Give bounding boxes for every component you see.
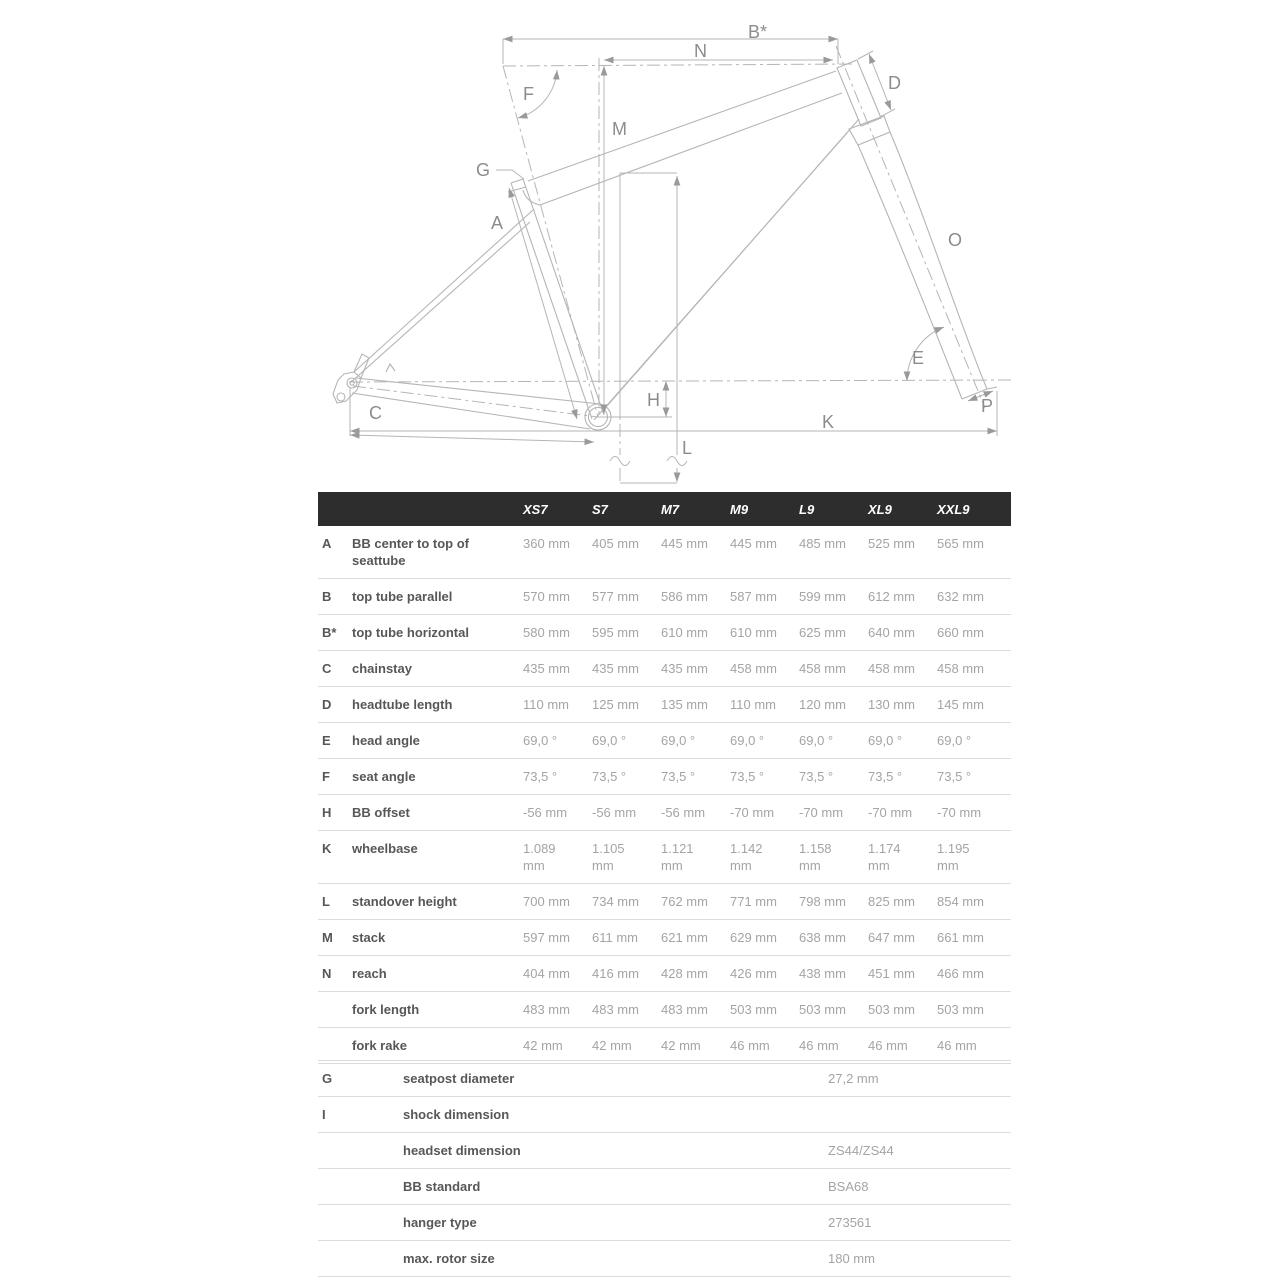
row-value: 145 mm <box>937 697 984 712</box>
row-value: 42 mm <box>523 1038 563 1053</box>
row-value: 466 mm <box>937 966 984 981</box>
row-value: 503 mm <box>868 1002 915 1017</box>
label-chainstay: C <box>369 403 382 423</box>
row-value: 483 mm <box>592 1002 639 1017</box>
row-value: 405 mm <box>592 536 639 551</box>
row-letter: A <box>322 536 332 551</box>
row-value: 625 mm <box>799 625 846 640</box>
row-value: 660 mm <box>937 625 984 640</box>
row-name: chainstay <box>352 661 412 676</box>
table-row <box>318 723 1011 759</box>
row-value: 1.105 mm <box>592 841 625 873</box>
bike-frame-outline <box>333 60 997 430</box>
row-letter: B* <box>322 625 337 640</box>
row-letter <box>318 1001 352 1018</box>
spec-value: ZS44/ZS44 <box>828 1143 894 1158</box>
row-value: 69,0 ° <box>868 733 903 748</box>
row-value: 69,0 ° <box>937 733 972 748</box>
row-value: -56 mm <box>661 805 706 820</box>
table-row <box>318 831 1011 884</box>
size-header-cell: M9 <box>730 501 749 517</box>
row-value: 458 mm <box>937 661 984 676</box>
row-value: 360 mm <box>523 536 570 551</box>
row-value: 42 mm <box>592 1038 632 1053</box>
table-row <box>318 526 1011 579</box>
row-name: top tube horizontal <box>352 625 469 640</box>
row-value: 525 mm <box>868 536 915 551</box>
table-row <box>318 579 1011 615</box>
geometry-rows <box>318 526 1011 1064</box>
label-top-tube-horizontal: B* <box>748 22 768 42</box>
row-value: 130 mm <box>868 697 915 712</box>
spec-value: 27,2 mm <box>828 1071 879 1086</box>
row-value: 621 mm <box>661 930 708 945</box>
row-value: 73,5 ° <box>937 769 972 784</box>
label-seat-angle: F <box>523 84 534 104</box>
row-value: 110 mm <box>523 697 569 712</box>
row-value: 638 mm <box>799 930 846 945</box>
spec-row <box>318 1133 1011 1169</box>
row-value: 73,5 ° <box>730 769 765 784</box>
table-row <box>318 615 1011 651</box>
row-name: standover height <box>352 894 457 909</box>
row-value: 73,5 ° <box>868 769 903 784</box>
dimension-labels <box>369 22 993 458</box>
spec-letter <box>318 1250 403 1267</box>
spec-rows <box>318 1061 1011 1277</box>
row-value: 611 mm <box>592 930 638 945</box>
spec-name: hanger type <box>403 1215 477 1230</box>
row-value: 445 mm <box>661 536 708 551</box>
row-value: 42 mm <box>661 1038 701 1053</box>
spec-row <box>318 1097 1011 1133</box>
spec-name: shock dimension <box>403 1107 510 1122</box>
row-value: 798 mm <box>799 894 846 909</box>
row-value: -70 mm <box>799 805 844 820</box>
row-value: 120 mm <box>799 697 846 712</box>
row-value: 445 mm <box>730 536 777 551</box>
spec-letter: G <box>322 1071 333 1086</box>
spec-name: max. rotor size <box>403 1251 495 1266</box>
row-value: 69,0 ° <box>523 733 558 748</box>
row-value: 458 mm <box>730 661 777 676</box>
row-letter: B <box>322 589 332 604</box>
spec-row <box>318 1241 1011 1277</box>
label-wheelbase: K <box>822 412 835 432</box>
row-value: 435 mm <box>523 661 570 676</box>
row-value: 73,5 ° <box>592 769 627 784</box>
row-value: 1.089 mm <box>523 841 556 873</box>
row-value: -70 mm <box>730 805 775 820</box>
table-row <box>318 920 1011 956</box>
table-row <box>318 687 1011 723</box>
spec-row <box>318 1061 1011 1097</box>
row-letter <box>318 1037 352 1054</box>
row-value: 1.142 mm <box>730 841 763 873</box>
row-letter: D <box>322 697 332 712</box>
row-value: 69,0 ° <box>592 733 627 748</box>
row-value: 73,5 ° <box>523 769 558 784</box>
dimension-lines <box>350 39 997 483</box>
frame-geometry-diagram <box>0 0 1274 492</box>
row-value: 597 mm <box>523 930 570 945</box>
row-value: 854 mm <box>937 894 984 909</box>
row-value: 610 mm <box>661 625 708 640</box>
row-value: 629 mm <box>730 930 777 945</box>
label-seattube: A <box>491 213 504 233</box>
spec-name: BB standard <box>403 1179 481 1194</box>
spec-name: seatpost diameter <box>403 1071 515 1086</box>
row-value: 1.158 mm <box>799 841 832 873</box>
row-value: 595 mm <box>592 625 639 640</box>
spec-letter <box>318 1142 403 1159</box>
row-name: BB offset <box>352 805 410 820</box>
size-header-row <box>318 492 1011 526</box>
row-value: 580 mm <box>523 625 570 640</box>
label-stack: M <box>612 119 627 139</box>
row-letter: N <box>322 966 332 981</box>
row-value: 73,5 ° <box>799 769 834 784</box>
label-reach: N <box>694 41 707 61</box>
label-seatpost: G <box>476 160 491 180</box>
row-value: -56 mm <box>592 805 637 820</box>
table-row <box>318 795 1011 831</box>
frame-drawing-svg <box>0 0 1274 492</box>
row-value: 69,0 ° <box>730 733 765 748</box>
spec-row <box>318 1169 1011 1205</box>
label-bb-offset: H <box>647 390 660 410</box>
spec-value: 180 mm <box>828 1251 875 1266</box>
label-headtube: D <box>888 73 901 93</box>
spec-table <box>318 1060 1011 1277</box>
row-name: top tube parallel <box>352 589 453 604</box>
row-value: 762 mm <box>661 894 708 909</box>
row-value: 135 mm <box>661 697 708 712</box>
construction-lines <box>350 46 1012 483</box>
row-value: 661 mm <box>937 930 984 945</box>
row-value: 69,0 ° <box>661 733 696 748</box>
row-value: 586 mm <box>661 589 708 604</box>
row-value: 426 mm <box>730 966 777 981</box>
row-value: 46 mm <box>730 1038 770 1053</box>
size-header-cell: XL9 <box>868 501 892 517</box>
row-value: 825 mm <box>868 894 915 909</box>
size-header-cell: M7 <box>661 501 680 517</box>
row-value: 570 mm <box>523 589 570 604</box>
table-row <box>318 759 1011 795</box>
table-row <box>318 651 1011 687</box>
row-value: 587 mm <box>730 589 777 604</box>
label-fork: O <box>948 230 963 250</box>
row-value: 416 mm <box>592 966 639 981</box>
table-row <box>318 1028 1011 1064</box>
row-value: 503 mm <box>937 1002 984 1017</box>
row-value: 46 mm <box>868 1038 908 1053</box>
row-value: 612 mm <box>868 589 915 604</box>
row-name: stack <box>352 930 386 945</box>
row-value: 404 mm <box>523 966 570 981</box>
row-value: 771 mm <box>730 894 777 909</box>
row-value: 125 mm <box>592 697 639 712</box>
row-value: 485 mm <box>799 536 846 551</box>
row-value: 647 mm <box>868 930 915 945</box>
row-value: 1.195 mm <box>937 841 970 873</box>
row-value: 577 mm <box>592 589 639 604</box>
label-standover: L <box>682 438 693 458</box>
row-value: 451 mm <box>868 966 915 981</box>
size-header-cell: XS7 <box>523 501 548 517</box>
row-value: 46 mm <box>937 1038 977 1053</box>
spec-value: BSA68 <box>828 1179 869 1194</box>
spec-row <box>318 1205 1011 1241</box>
row-value: 110 mm <box>730 697 776 712</box>
row-value: 734 mm <box>592 894 639 909</box>
row-name: BB center to top of seattube <box>352 536 469 568</box>
row-value: 503 mm <box>799 1002 846 1017</box>
row-name: seat angle <box>352 769 416 784</box>
row-value: 1.174 mm <box>868 841 901 873</box>
spec-value <box>828 1106 1011 1123</box>
row-value: 632 mm <box>937 589 984 604</box>
row-name: reach <box>352 966 387 981</box>
geometry-table <box>318 492 1011 1064</box>
row-value: 458 mm <box>868 661 915 676</box>
label-head-angle: E <box>912 348 925 368</box>
row-value: 503 mm <box>730 1002 777 1017</box>
row-value: 565 mm <box>937 536 984 551</box>
row-value: 435 mm <box>661 661 708 676</box>
row-value: 428 mm <box>661 966 708 981</box>
spec-name: headset dimension <box>403 1143 521 1158</box>
row-name: wheelbase <box>352 841 418 856</box>
row-letter: H <box>322 805 332 820</box>
table-row <box>318 884 1011 920</box>
row-value: 438 mm <box>799 966 846 981</box>
row-value: 1.121 mm <box>661 841 694 873</box>
size-header-cell: S7 <box>592 501 608 517</box>
row-name: head angle <box>352 733 420 748</box>
table-row <box>318 992 1011 1028</box>
row-letter: L <box>322 894 330 909</box>
row-letter: K <box>322 841 332 856</box>
size-header-cell: XXL9 <box>937 501 970 517</box>
row-value: 483 mm <box>523 1002 570 1017</box>
row-value: 69,0 ° <box>799 733 834 748</box>
row-value: -70 mm <box>868 805 913 820</box>
row-value: 458 mm <box>799 661 846 676</box>
row-value: 610 mm <box>730 625 777 640</box>
row-value: 483 mm <box>661 1002 708 1017</box>
row-value: -70 mm <box>937 805 982 820</box>
spec-letter: I <box>322 1107 326 1122</box>
label-fork-rake: P <box>981 396 994 416</box>
spec-value: 273561 <box>828 1215 872 1230</box>
row-letter: F <box>322 769 330 784</box>
row-name: fork length <box>352 1002 420 1017</box>
row-value: 640 mm <box>868 625 915 640</box>
row-value: 73,5 ° <box>661 769 696 784</box>
spec-letter <box>318 1178 403 1195</box>
size-header-cell: L9 <box>799 501 815 517</box>
row-value: 435 mm <box>592 661 639 676</box>
row-name: fork rake <box>352 1038 407 1053</box>
row-letter: C <box>322 661 332 676</box>
row-value: -56 mm <box>523 805 568 820</box>
table-row <box>318 956 1011 992</box>
spec-letter <box>318 1214 403 1231</box>
row-value: 46 mm <box>799 1038 839 1053</box>
row-name: headtube length <box>352 697 453 712</box>
row-letter: E <box>322 733 331 748</box>
row-value: 700 mm <box>523 894 570 909</box>
row-value: 599 mm <box>799 589 846 604</box>
row-letter: M <box>322 930 333 945</box>
